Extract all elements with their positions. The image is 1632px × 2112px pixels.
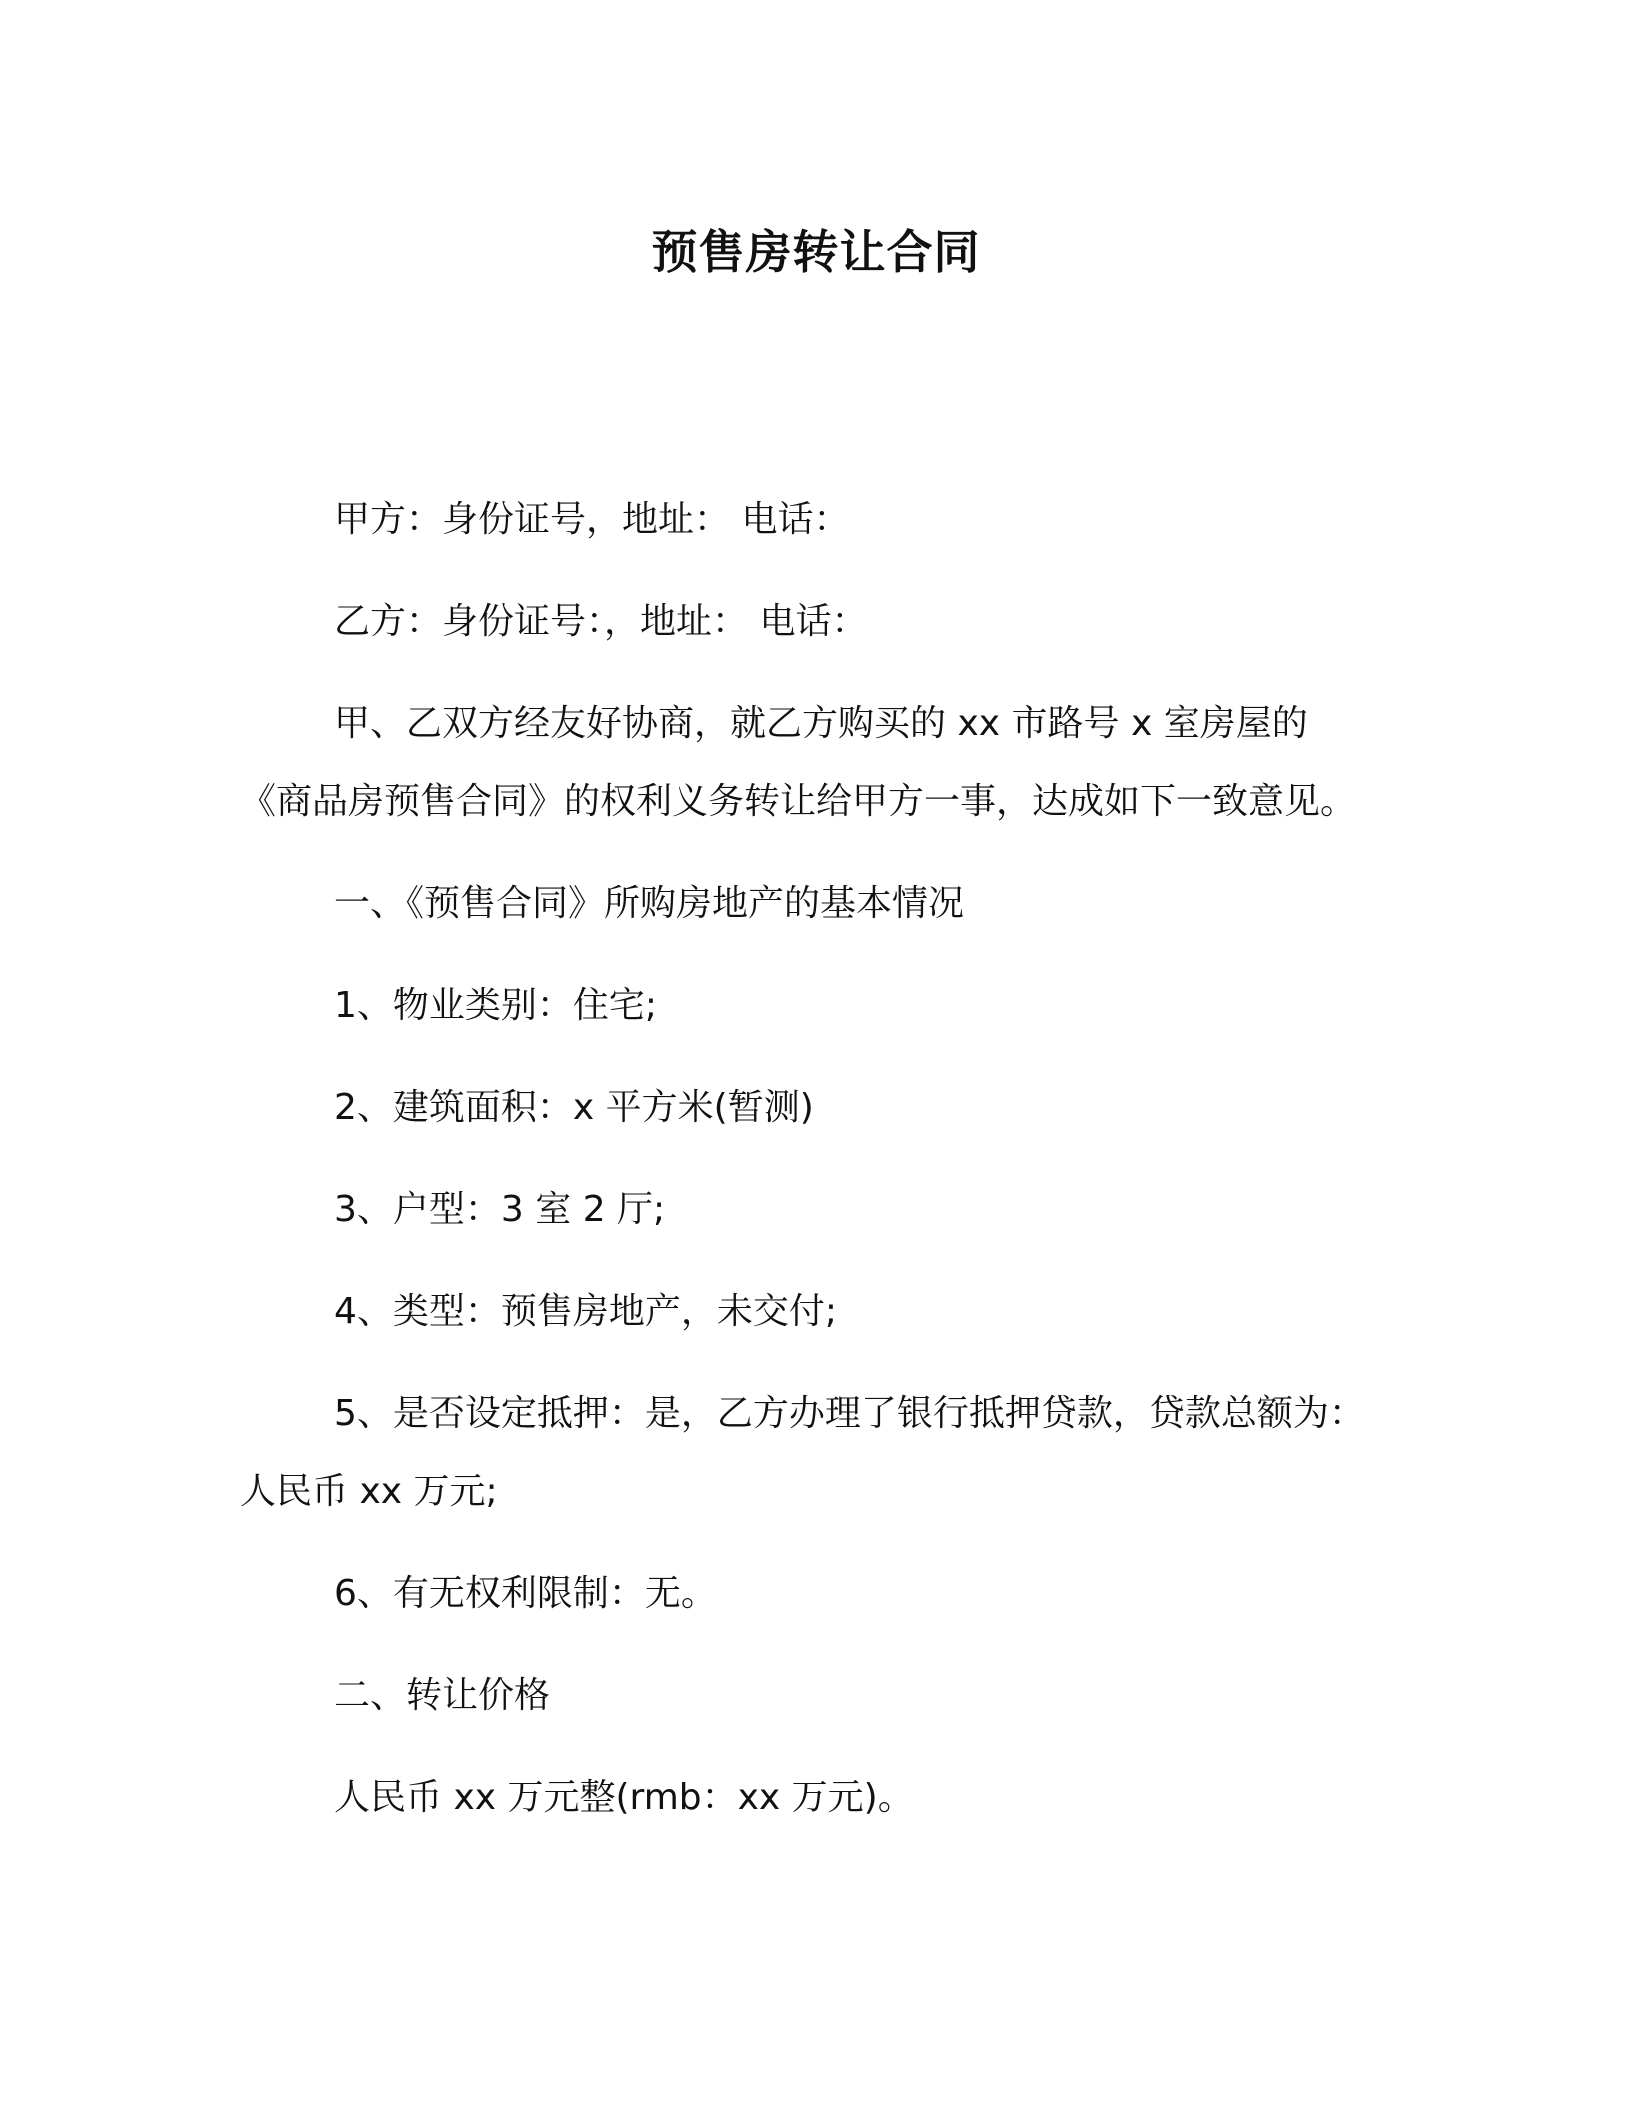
party-b-line: 乙方：身份证号：，地址： 电话： [334, 601, 868, 642]
item-5-line-2: 人民币 xx 万元; [240, 1471, 498, 1512]
price-line: 人民币 xx 万元整(rmb：xx 万元)。 [334, 1777, 914, 1818]
item-3: 3、户型：3 室 2 厅; [334, 1189, 666, 1230]
item-5-line-1: 5、是否设定抵押：是，乙方办理了银行抵押贷款，贷款总额为： [334, 1393, 1365, 1434]
document-title: 预售房转让合同 [651, 225, 981, 279]
item-2: 2、建筑面积：x 平方米(暂测) [334, 1087, 814, 1128]
item-6: 6、有无权利限制：无。 [334, 1573, 717, 1614]
section-1-heading: 一、《预售合同》所购房地产的基本情况 [334, 883, 965, 924]
intro-paragraph-line-2: 《商品房预售合同》的权利义务转让给甲方一事，达成如下一致意见。 [240, 781, 1357, 822]
item-4: 4、类型：预售房地产，未交付; [334, 1291, 838, 1332]
item-1: 1、物业类别：住宅; [334, 985, 658, 1026]
intro-paragraph-line-1: 甲、乙双方经友好协商，就乙方购买的 xx 市路号 x 室房屋的 [334, 703, 1308, 744]
section-2-heading: 二、转让价格 [334, 1675, 551, 1716]
party-a-line: 甲方：身份证号，地址： 电话： [334, 499, 850, 540]
